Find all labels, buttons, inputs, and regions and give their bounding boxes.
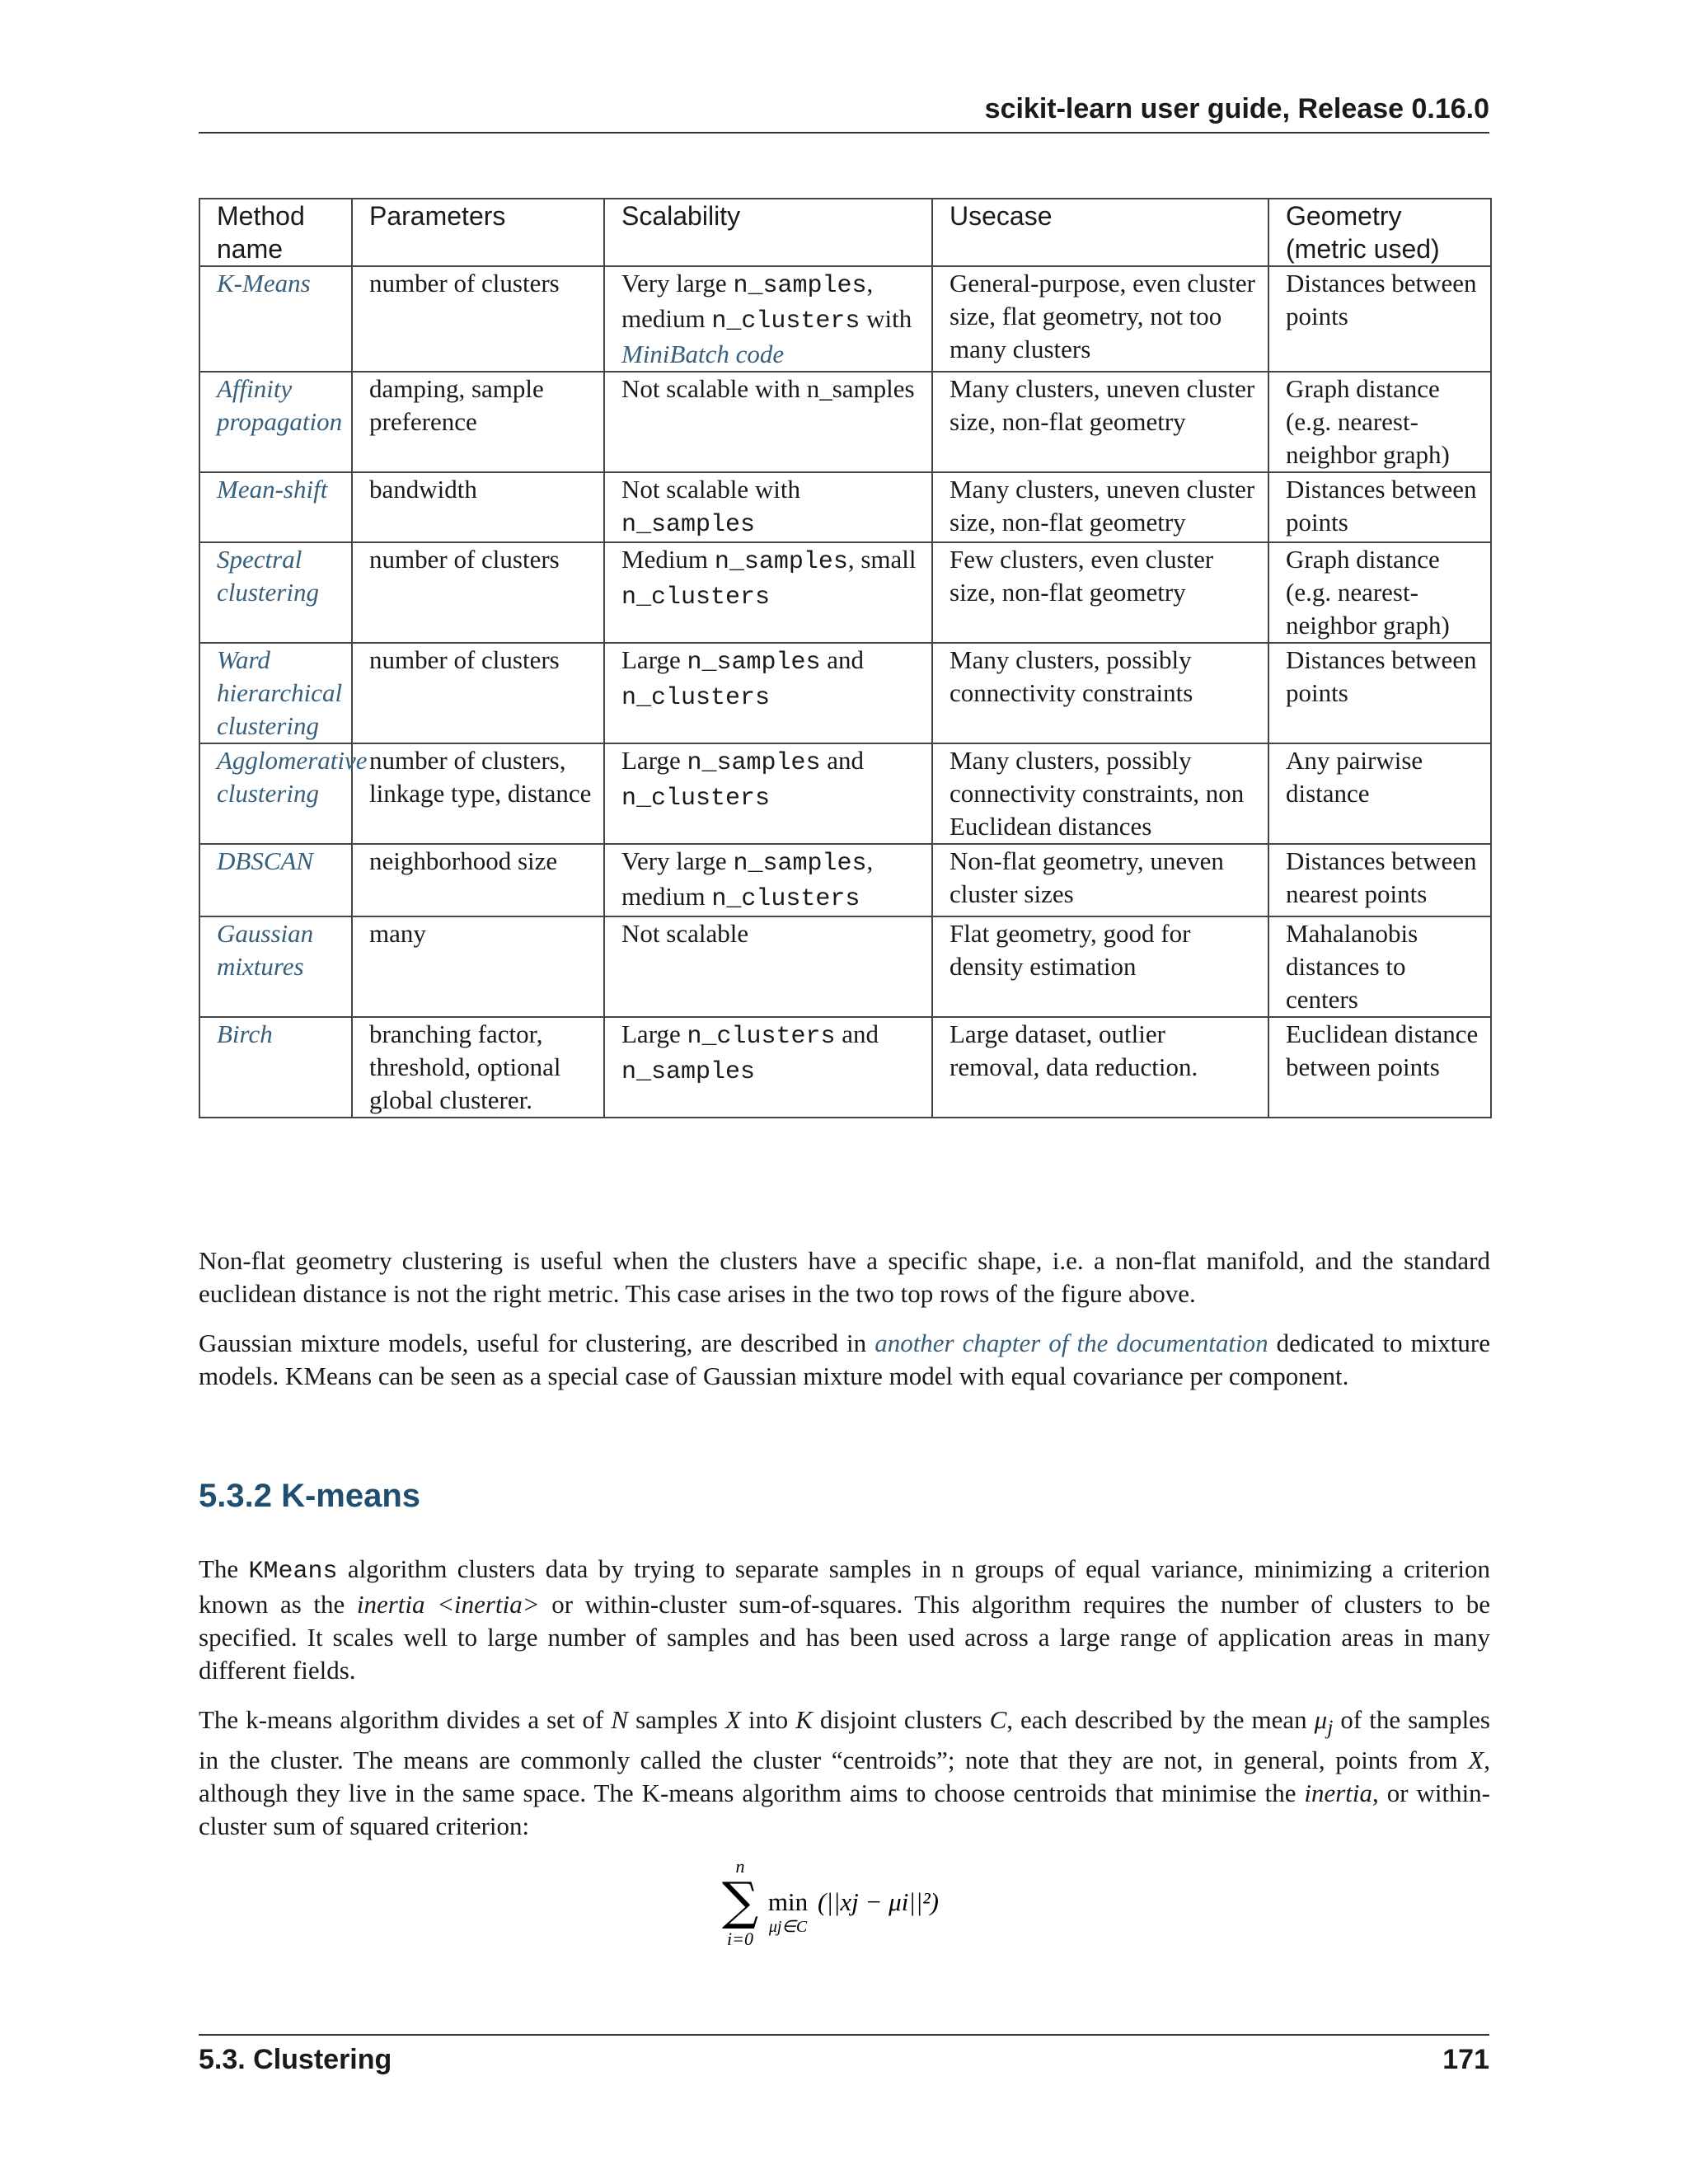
table-header-row bbox=[199, 199, 1491, 266]
paragraph-non-flat-geometry: Non-flat geometry clustering is useful when the clusters have a specific shape, i.e. a non-flat manifold, and the standard euclidean distance is not the right metric. This case arises in the two top rows of the figure above. bbox=[199, 1246, 1490, 1308]
scalability-text: Not scalable with bbox=[621, 475, 800, 504]
method-cell bbox=[199, 472, 352, 542]
minibatch-link[interactable]: MiniBatch code bbox=[621, 340, 785, 368]
table-row bbox=[199, 643, 1491, 743]
table-row bbox=[199, 916, 1491, 1017]
scalability-text: , small bbox=[847, 545, 917, 574]
clustering-methods-table bbox=[199, 198, 1492, 1118]
code-text: n_samples bbox=[621, 1058, 756, 1086]
inertia-term: inertia bbox=[1304, 1779, 1373, 1808]
paragraph-text: , or within-cluster sum of squared criterion: bbox=[199, 1779, 1490, 1841]
running-header bbox=[199, 89, 1489, 134]
usecase-cell: Many clusters, possibly connectivity constraints bbox=[932, 643, 1268, 743]
scalability-text: and bbox=[820, 645, 865, 674]
method-link[interactable]: Birch bbox=[217, 1019, 273, 1048]
table-row bbox=[199, 372, 1491, 472]
usecase-cell: Large dataset, outlier removal, data reduction. bbox=[932, 1017, 1268, 1118]
equation-body: (||xj − μi||²) bbox=[818, 1887, 939, 1916]
usecase-cell: Flat geometry, good for density estimation bbox=[932, 916, 1268, 1017]
min-subscript: μj∈C bbox=[768, 1918, 808, 1936]
math-mu: μ bbox=[1314, 1705, 1328, 1734]
paragraph-text: disjoint clusters bbox=[812, 1705, 990, 1734]
math-K: K bbox=[795, 1705, 813, 1734]
usecase-cell: General-purpose, even cluster size, flat geometry, not too many clusters bbox=[932, 266, 1268, 372]
running-footer bbox=[199, 2034, 1489, 2076]
parameters-cell: number of clusters, linkage type, distance bbox=[352, 743, 604, 844]
method-cell bbox=[199, 372, 352, 472]
scalability-cell bbox=[604, 542, 932, 643]
method-link[interactable]: DBSCAN bbox=[217, 846, 314, 875]
section-heading: 5.3.2 K-means bbox=[199, 1478, 421, 1514]
scalability-cell bbox=[604, 643, 932, 743]
method-cell bbox=[199, 1017, 352, 1118]
footer-section: 5.3. Clustering bbox=[199, 2044, 392, 2075]
table-row bbox=[199, 266, 1491, 372]
parameters-cell: damping, sample preference bbox=[352, 372, 604, 472]
table-row bbox=[199, 743, 1491, 844]
table-row bbox=[199, 1017, 1491, 1118]
geometry-cell: Any pairwise distance bbox=[1268, 743, 1491, 844]
paragraph-text: of the samples in the cluster. The means are commonly called the cluster “centroids”; note that they are not, in general, points from bbox=[199, 1705, 1491, 1775]
scalability-text: and bbox=[820, 746, 865, 775]
code-text: n_samples bbox=[733, 850, 867, 878]
sum-upper-limit: n bbox=[735, 1856, 745, 1877]
table-row bbox=[199, 542, 1491, 643]
method-link[interactable]: Affinity propagation bbox=[217, 374, 343, 436]
scalability-text: Large bbox=[621, 746, 687, 775]
geometry-cell: Graph distance (e.g. nearest-neighbor graph) bbox=[1268, 542, 1491, 643]
column-header-geometry: Geometry (metric used) bbox=[1268, 199, 1491, 266]
code-text: n_samples bbox=[621, 511, 756, 539]
scalability-text: , medium bbox=[621, 269, 874, 333]
scalability-cell bbox=[604, 372, 932, 472]
paragraph-text: , although they live in the same space. The K-means algorithm aims to choose centroids that minimise the bbox=[199, 1746, 1490, 1808]
column-header-usecase: Usecase bbox=[932, 199, 1268, 266]
geometry-cell: Distances between points bbox=[1268, 643, 1491, 743]
method-cell bbox=[199, 643, 352, 743]
document-title: scikit-learn user guide, Release 0.16.0 bbox=[984, 93, 1489, 124]
method-cell bbox=[199, 743, 368, 844]
usecase-cell: Many clusters, uneven cluster size, non-flat geometry bbox=[932, 472, 1268, 542]
kmeans-code: KMeans bbox=[248, 1558, 338, 1586]
usecase-cell: Many clusters, uneven cluster size, non-flat geometry bbox=[932, 372, 1268, 472]
scalability-text: Large bbox=[621, 645, 687, 674]
geometry-cell: Distances between points bbox=[1268, 472, 1491, 542]
code-text: n_samples bbox=[687, 749, 821, 777]
parameters-cell: many bbox=[352, 916, 604, 1017]
paragraph-text: The bbox=[199, 1554, 249, 1583]
scalability-text: Very large bbox=[621, 846, 734, 875]
method-link[interactable]: Gaussian mixtures bbox=[217, 919, 314, 981]
paragraph-text: samples bbox=[628, 1705, 725, 1734]
method-link[interactable]: K-Means bbox=[217, 269, 311, 298]
sum-lower-limit: i=0 bbox=[727, 1929, 753, 1949]
scalability-text: Not scalable bbox=[621, 919, 749, 948]
parameters-cell: number of clusters bbox=[352, 542, 604, 643]
math-j: j bbox=[1327, 1715, 1334, 1740]
code-text: n_clusters bbox=[621, 684, 771, 712]
scalability-cell bbox=[604, 472, 932, 542]
scalability-cell bbox=[604, 1017, 932, 1118]
geometry-cell: Distances between points bbox=[1268, 266, 1491, 372]
geometry-cell: Distances between nearest points bbox=[1268, 844, 1491, 916]
code-text: n_samples bbox=[733, 272, 867, 300]
method-link[interactable]: Spectral clustering bbox=[217, 545, 319, 607]
scalability-cell bbox=[604, 743, 932, 844]
parameters-cell: bandwidth bbox=[352, 472, 604, 542]
math-N: N bbox=[611, 1705, 629, 1734]
parameters-cell: branching factor, threshold, optional global clusterer. bbox=[352, 1017, 604, 1118]
scalability-text: Medium bbox=[621, 545, 715, 574]
code-text: n_samples bbox=[714, 548, 848, 576]
scalability-text: and bbox=[835, 1019, 879, 1048]
paragraph-text: dedicated to mixture models. KMeans can be seen as a special case of Gaussian mixture model with equal covariance per component. bbox=[199, 1329, 1490, 1390]
code-text: n_clusters bbox=[687, 1023, 836, 1051]
math-X: X bbox=[724, 1705, 741, 1734]
code-text: n_clusters bbox=[711, 307, 860, 335]
scalability-text: with bbox=[860, 304, 912, 333]
method-link[interactable]: Agglomerative clustering bbox=[217, 746, 368, 808]
parameters-cell: number of clusters bbox=[352, 266, 604, 372]
page-number: 171 bbox=[1442, 2044, 1489, 2075]
scalability-text: Very large bbox=[621, 269, 734, 298]
scalability-cell bbox=[604, 916, 932, 1017]
inertia-equation bbox=[717, 1856, 997, 1955]
documentation-chapter-link[interactable]: another chapter of the documentation bbox=[874, 1329, 1268, 1357]
method-cell bbox=[199, 844, 352, 916]
geometry-cell: Mahalanobis distances to centers bbox=[1268, 916, 1491, 1017]
column-header-parameters: Parameters bbox=[352, 199, 604, 266]
method-link[interactable]: Ward hierarchical clustering bbox=[217, 645, 343, 740]
usecase-cell: Non-flat geometry, uneven cluster sizes bbox=[932, 844, 1268, 916]
math-C: C bbox=[989, 1705, 1007, 1734]
method-cell bbox=[199, 916, 352, 1017]
table-row bbox=[199, 472, 1491, 542]
parameters-cell: number of clusters bbox=[352, 643, 604, 743]
usecase-cell: Few clusters, even cluster size, non-flat geometry bbox=[932, 542, 1268, 643]
paragraph-text: , each described by the mean bbox=[1006, 1705, 1315, 1734]
code-text: n_samples bbox=[687, 649, 821, 677]
method-cell bbox=[199, 542, 352, 643]
table-row bbox=[199, 844, 1491, 916]
code-text: n_clusters bbox=[621, 785, 771, 813]
paragraph-text: or within-cluster sum-of-squares. This algorithm requires the number of clusters to be specified. It scales well to large number of samples and has been used across a large range of application areas in many different fields. bbox=[199, 1590, 1490, 1685]
method-link[interactable]: Mean-shift bbox=[217, 475, 328, 504]
min-operator: min bbox=[767, 1887, 809, 1916]
usecase-cell: Many clusters, possibly connectivity constraints, non Euclidean distances bbox=[932, 743, 1268, 844]
geometry-cell: Graph distance (e.g. nearest-neighbor graph) bbox=[1268, 372, 1491, 472]
scalability-text: , medium bbox=[621, 846, 874, 911]
math-X: X bbox=[1468, 1746, 1484, 1775]
inertia-term: inertia <inertia> bbox=[356, 1590, 540, 1619]
paragraph-text: Gaussian mixture models, useful for clustering, are described in bbox=[199, 1329, 875, 1357]
paragraph-text: into bbox=[740, 1705, 796, 1734]
scalability-cell bbox=[604, 266, 932, 372]
paragraph-gaussian-mixture bbox=[199, 1327, 1490, 1393]
code-text: n_clusters bbox=[711, 885, 860, 913]
column-header-scalability: Scalability bbox=[604, 199, 932, 266]
paragraph-text: algorithm clusters data by trying to separate samples in n groups of equal variance, minimizing a criterion known as the bbox=[199, 1554, 1490, 1619]
scalability-text: Not scalable with n_samples bbox=[621, 374, 915, 403]
code-text: n_clusters bbox=[621, 583, 771, 612]
summation-symbol: ∑ bbox=[721, 1871, 759, 1931]
geometry-cell: Euclidean distance between points bbox=[1268, 1017, 1491, 1118]
scalability-text: Large bbox=[621, 1019, 687, 1048]
method-cell bbox=[199, 266, 352, 372]
paragraph-kmeans-intro bbox=[199, 1553, 1490, 1687]
paragraph-kmeans-description bbox=[199, 1704, 1490, 1843]
scalability-cell bbox=[604, 844, 932, 916]
column-header-method: Method name bbox=[199, 199, 352, 266]
paragraph-text: The k-means algorithm divides a set of bbox=[199, 1705, 612, 1734]
parameters-cell: neighborhood size bbox=[352, 844, 604, 916]
